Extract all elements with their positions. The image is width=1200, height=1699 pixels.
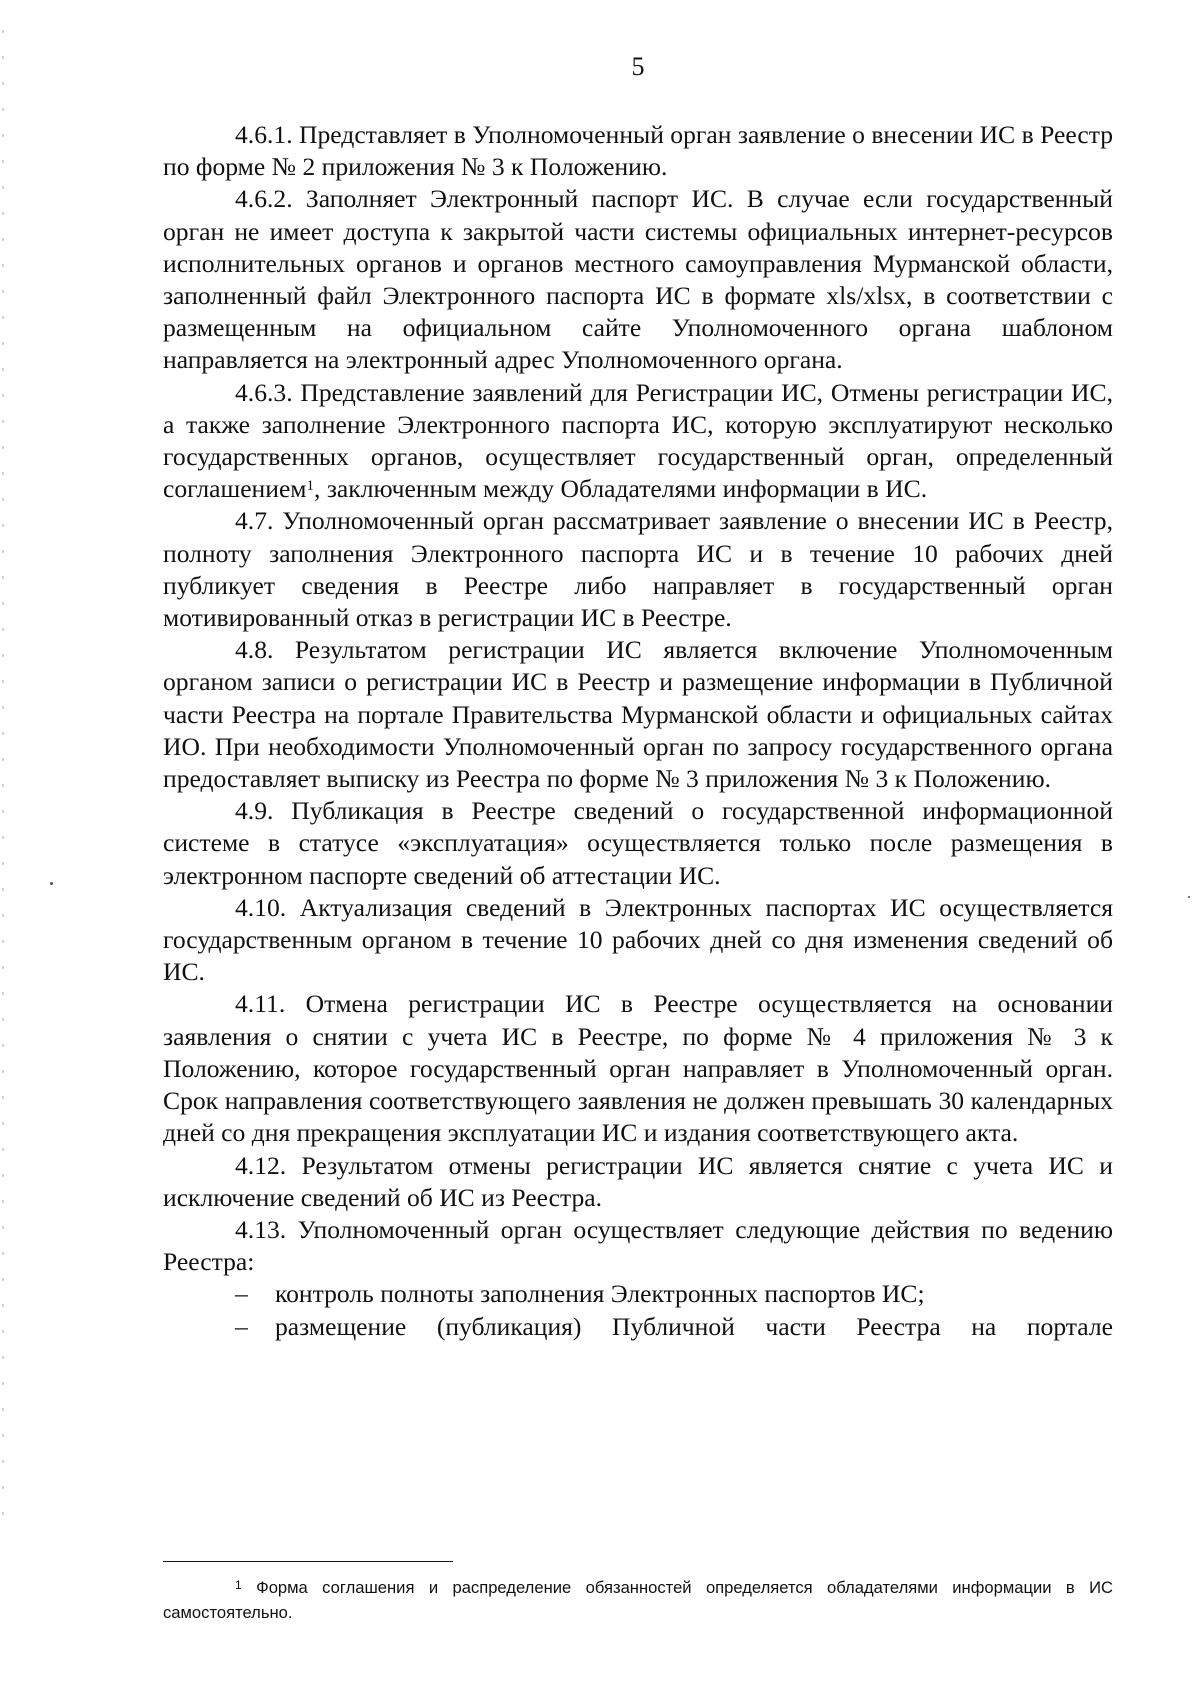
- paragraph-4-13: 4.13. Уполномоченный орган осуществляет следующие действия по ведению Реестра:: [163, 1214, 1113, 1277]
- bullet-marker: –: [235, 1311, 248, 1341]
- paragraph-4-6-3-text: 4.6.3. Представление заявлений для Регистрации ИС, Отмены регистрации ИС, а также заполнение Электронного паспорта ИС, которую эксплуатируют несколько государственных органов, осуществляет государственный орган, определенный соглашением: [163, 377, 1113, 504]
- paragraph-4-7: 4.7. Уполномоченный орган рассматривает заявление о внесении ИС в Реестр, полноту заполнения Электронного паспорта ИС и в течение 10 рабочих дней публикует сведения в Реестре либо направляет в государственный орган мотивированный отказ в регистрации ИС в Реестре.: [163, 506, 1113, 633]
- scan-speck: [50, 882, 53, 885]
- bullet-item: [163, 1278, 1113, 1310]
- body-text: [163, 119, 1113, 1343]
- paragraph-4-11: 4.11. Отмена регистрации ИС в Реестре осуществляется на основании заявления о снятии с учета ИС в Реестре, по форме № 4 приложения № 3 к Положению, которое государственный орган направляет в Уполномоченный орган. Срок направления соответствующего заявления не должен превышать 30 календарных дней со дня прекращения эксплуатации ИС и издания соответствующего акта.: [163, 989, 1113, 1148]
- paragraph-4-6-3: [163, 377, 1113, 506]
- paragraph-4-12: 4.12. Результатом отмены регистрации ИС является снятие с учета ИС и исключение сведений об ИС из Реестра.: [163, 1150, 1113, 1212]
- paragraph-4-8: 4.8. Результатом регистрации ИС является включение Уполномоченным органом записи о регистрации ИС в Реестр и размещение информации в Публичной части Реестра на портале Правительства Мурманской области и официальных сайтах ИО. При необходимости Уполномоченный орган по запросу государственного органа предоставляет выписку из Реестра по форме № 3 приложения № 3 к Положению.: [163, 635, 1113, 794]
- paragraph-4-6-1: 4.6.1. Представляет в Уполномоченный орган заявление о внесении ИС в Реестр по форме № 2 приложения № 3 к Положению.: [163, 120, 1113, 182]
- paragraph-4-6-2: 4.6.2. Заполняет Электронный паспорт ИС. В случае если государственный орган не имеет доступа к закрытой части системы официальных интернет-ресурсов исполнительных органов и органов местного самоуправления Мурманской области, заполненный файл Электронного паспорта ИС в формате xls/xlsx, в соответствии с размещенным на официальном сайте Уполномоченного органа шаблоном направляется на электронный адрес Уполномоченного органа.: [163, 184, 1113, 375]
- footnote: [163, 1575, 1113, 1625]
- paragraph-4-6-3-text-end: , заключенным между Обладателями информации в ИС.: [314, 474, 928, 504]
- bullet-item: [163, 1311, 1113, 1343]
- paragraph-4-9: 4.9. Публикация в Реестре сведений о государственной информационной системе в статусе «эксплуатация» осуществляется только после размещения в электронном паспорте сведений об аттестации ИС.: [163, 796, 1113, 890]
- scan-speck: [1188, 896, 1190, 898]
- footnote-separator: [163, 1561, 453, 1562]
- footnote-marker: 1: [235, 1578, 242, 1592]
- bullet-text: контроль полноты заполнения Электронных паспортов ИС;: [275, 1279, 925, 1309]
- bullet-marker: –: [235, 1279, 248, 1309]
- scan-margin-artifact: [2, 30, 4, 1530]
- bullet-text: размещение (публикация) Публичной части Реестра на портале: [275, 1311, 1113, 1341]
- footnote-reference: 1: [306, 478, 315, 495]
- paragraph-4-10: 4.10. Актуализация сведений в Электронных паспортах ИС осуществляется государственным органом в течение 10 рабочих дней со дня изменения сведений об ИС.: [163, 892, 1113, 987]
- footnote-text: Форма соглашения и распределение обязанностей определяется обладателями информации в ИС самостоятельно.: [163, 1578, 1113, 1622]
- page-number: 5: [631, 52, 645, 81]
- document-page: [163, 0, 1113, 1699]
